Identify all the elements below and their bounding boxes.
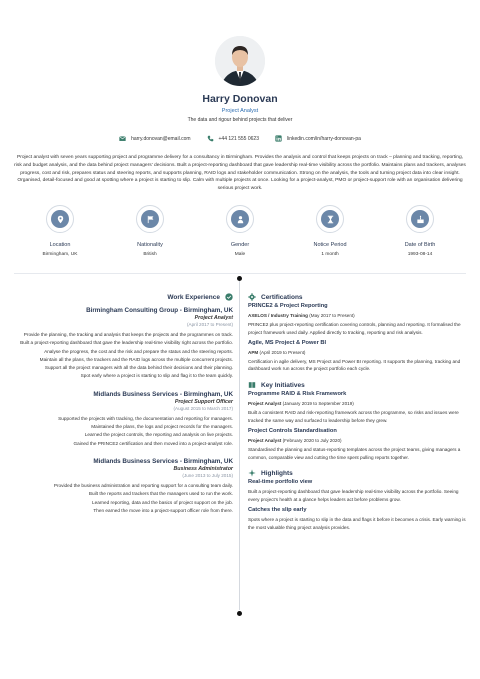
cert-item	[248, 303, 466, 337]
timeline-line	[239, 278, 240, 610]
fact-label: Gender	[230, 242, 250, 248]
item-title: Agile, MS Project & Power BI	[248, 339, 327, 346]
timeline-dot-top	[237, 276, 242, 281]
gear-icon	[248, 293, 256, 301]
cert-item	[248, 340, 466, 374]
contact-email[interactable]	[119, 135, 190, 142]
item-org: AXELOS / Industry Training	[248, 313, 308, 318]
item-meta	[248, 438, 466, 443]
location-pin-icon	[56, 215, 65, 224]
phone-text: +44 121 555 0623	[218, 135, 259, 142]
initiative-item	[248, 428, 466, 462]
job-dates: (August 2015 to March 2017)	[173, 405, 233, 411]
section-heading	[248, 293, 466, 301]
item-title: Project Controls Standardisation	[248, 427, 337, 434]
certifications-section	[248, 293, 466, 373]
item-org: APM	[248, 349, 259, 355]
job-dates: (June 2013 to July 2015)	[182, 472, 233, 478]
profile-summary: Project analyst with seven years supporting project and programme delivery for a consultancy in Birmingham. Provides the analysis and control that keeps projects on track – planning and tracking, reporting, risk and budget analysis, and the data behind project managers' decisions. Built a project-reporting dashboard that gave leadership real-time visibility across the portfolio. Maintains plans and trackers, analyses progress, cost and risk, prepares status and steering reports, and supports planning, RAID logs and stakeholder communication. Strong on the analysis, the tools and turning project data into clear insight. Organised, detail-focused and good at spotting where a project is starting to slip. Calm with multiple projects at once. Looking for a project-analyst, PMO or project-support role with an organisation delivering serious project work.	[14, 155, 466, 192]
linkedin-icon	[275, 135, 282, 142]
email-text: harry.donovan@email.com	[131, 135, 191, 142]
fact-label: Notice Period	[313, 242, 347, 248]
item-org: Project Analyst	[248, 437, 282, 443]
job-bullet: Built the reports and trackers that the managers used to run the work.	[88, 491, 233, 497]
item-dates: (May 2017 to Present)	[309, 313, 355, 318]
job-bullet: Built a project-reporting dashboard that gave the leadership real-time visibility right across the portfolio.	[20, 340, 233, 346]
check-badge-icon	[225, 293, 233, 301]
job-entry	[14, 458, 233, 515]
right-column	[248, 293, 466, 532]
fact-value: Male	[234, 252, 246, 257]
fact-label: Location	[49, 242, 71, 248]
fact-notice-period	[290, 205, 370, 257]
fact-gender	[200, 205, 280, 257]
book-icon	[248, 381, 256, 389]
fact-label: Date of Birth	[404, 242, 436, 248]
job-bullet: Provided the business administration and reporting support for a consulting team daily.	[53, 482, 233, 488]
fact-value: 1 month	[321, 252, 339, 257]
item-meta	[248, 350, 466, 355]
job-title: Project Analyst	[194, 315, 233, 321]
fact-nationality	[110, 205, 190, 257]
timeline-dot-bottom	[237, 611, 242, 616]
gender-icon	[236, 215, 245, 224]
linkedin-text: linkedin.com/in/harry-donovan-pa	[286, 135, 361, 142]
fact-date-of-birth	[380, 205, 460, 257]
highlights-section	[248, 469, 466, 531]
item-description: Certification in agile delivery, MS Project and Power BI reporting. It supports the planning, tracking and dashboard work run across the project portfolio each cycle.	[248, 358, 461, 372]
job-bullets	[14, 415, 233, 448]
section-heading-text: Work Experience	[167, 293, 220, 301]
job-bullet: Gained the PRINCE2 certification and then moved into a project-analyst role.	[73, 440, 233, 446]
sparkle-icon	[248, 469, 256, 477]
job-bullet: Learned the project controls, the reporting and analysis on live projects.	[84, 432, 233, 438]
phone-icon	[207, 135, 214, 142]
work-experience-section	[14, 293, 233, 515]
job-entry	[14, 307, 233, 381]
job-bullets	[14, 482, 233, 515]
job-title: Project Support Officer	[174, 398, 233, 405]
fact-location	[20, 205, 100, 257]
hourglass-icon	[326, 215, 335, 224]
job-bullet: Spot early where a project is starting to slip and flag it to the team quickly.	[80, 373, 233, 379]
job-bullet: Supported the projects with tracking, the documentation and reporting for managers.	[58, 415, 233, 421]
profile-photo	[215, 36, 265, 86]
fact-value: 1993-08-14	[407, 252, 433, 257]
candidate-title: Project Analyst	[221, 108, 259, 114]
personal-facts	[20, 205, 460, 257]
job-bullet: Learned reporting, data and the basics of project support on the job.	[92, 499, 233, 505]
item-title: Catches the slip early	[248, 506, 307, 513]
job-bullet: Maintain all the plans, the trackers and the RAID logs across the multiple concurrent projects.	[39, 356, 233, 362]
job-dates: (April 2017 to Present)	[187, 322, 233, 327]
initiative-item	[248, 391, 466, 425]
section-heading-text: Certifications	[261, 293, 303, 301]
job-bullets	[14, 331, 233, 381]
job-bullet: Support all the project managers with all the data behind their decisions and their planning.	[44, 365, 233, 371]
item-description: Built a consistent RAID and risk-reporting framework across the programme, so risks and issues were tracked the same way and surfaced to leadership before they grew.	[248, 410, 459, 423]
candidate-name: Harry Donovan	[202, 93, 278, 105]
highlight-item	[248, 507, 466, 532]
job-bullet: Then earned the move into a project-support officer role from there.	[93, 507, 233, 513]
item-title: PRINCE2 & Project Reporting	[248, 303, 328, 309]
contact-bar	[0, 135, 480, 142]
job-entry	[14, 391, 233, 448]
highlight-item	[248, 479, 466, 504]
job-bullet: Provide the planning, the tracking and analysis that keeps the projects and the programmes on track.	[23, 332, 233, 337]
avatar	[215, 36, 265, 86]
initiatives-section	[248, 381, 466, 461]
section-heading-text: Key Initiatives	[261, 381, 305, 389]
job-company: Birmingham Consulting Group - Birmingham, UK	[86, 307, 233, 314]
cake-icon	[416, 215, 425, 224]
section-heading-text: Highlights	[261, 469, 293, 477]
item-dates: (April 2019 to Present)	[259, 349, 306, 355]
item-meta	[248, 401, 466, 406]
job-company: Midlands Business Services - Birmingham, UK	[93, 457, 233, 465]
job-bullet: Maintained the plans, the logs and project records for the managers.	[91, 424, 233, 430]
item-description: Standardised the planning and status-reporting templates across the project teams, giving managers a common, comparable view and cutting the time spent pulling reports together.	[248, 446, 461, 460]
email-icon	[119, 135, 126, 142]
tagline: The data and rigour behind projects that deliver	[187, 117, 293, 123]
fact-label: Nationality	[137, 242, 163, 248]
contact-phone[interactable]	[207, 135, 259, 142]
fact-value: British	[143, 252, 157, 257]
fact-value: Birmingham, UK	[42, 252, 78, 257]
section-heading	[248, 469, 466, 477]
section-heading	[248, 381, 466, 389]
item-meta	[248, 313, 466, 318]
section-heading	[14, 293, 233, 301]
job-title: Business Administrator	[173, 465, 233, 472]
item-description: Spots where a project is starting to slip in the data and flags it before it becomes a crisis. Early warning is the most valuable thing project analysis provides.	[248, 516, 466, 530]
section-divider	[14, 273, 466, 274]
job-company: Midlands Business Services - Birmingham, UK	[93, 390, 233, 398]
item-org: Project Analyst	[248, 401, 282, 407]
item-dates: (February 2020 to July 2020)	[282, 437, 342, 443]
contact-linkedin[interactable]	[275, 135, 361, 142]
item-title: Real-time portfolio view	[248, 479, 313, 486]
job-bullet: Analyse the progress, the cost and the risk and prepare the status and the steering reports.	[44, 348, 233, 354]
item-title: Programme RAID & Risk Framework	[248, 391, 347, 398]
flag-icon	[146, 215, 155, 224]
item-dates: (January 2019 to September 2019)	[282, 401, 354, 407]
item-description: PRINCE2 plus project-reporting certification covering controls, planning and reporting. It formalised the project framework used daily. Applied directly to tracking, reporting and risk analysis.	[248, 322, 461, 335]
item-description: Built a project-reporting dashboard that gave leadership real-time visibility across the portfolio. Seeing every project's health at a glance helps leaders act before problems grow.	[248, 489, 459, 503]
